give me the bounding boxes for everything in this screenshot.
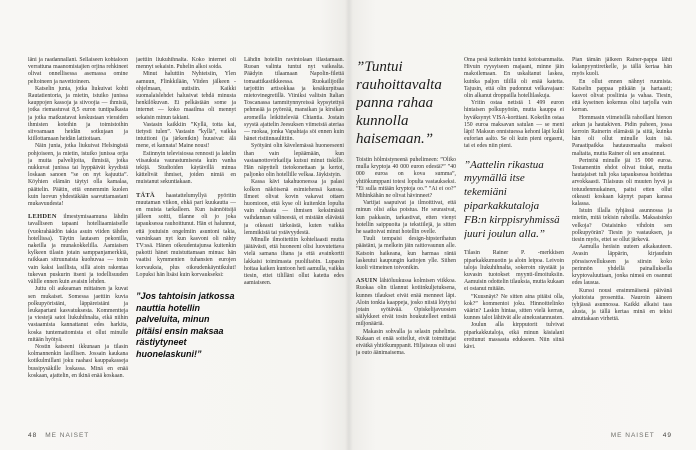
body-paragraph xyxy=(464,322,564,351)
body-paragraph xyxy=(572,288,672,324)
pull-quote-secondary: ”Aattelin rikastua myymällä itse tekemiäni piparkakkutaloja FB:n kirppisryhmissä juuri joulun alla.” xyxy=(464,158,560,240)
paragraph-text: jaettiin liukuhihnalta. Koko internet oli mennyt sekaisin. Puhelin alkoi soida. xyxy=(136,57,236,71)
body-paragraph xyxy=(28,213,128,286)
paragraph-text: Syötyäni olin kävelemässä huoneeseeni ihan vain lepäämään, kun vastaanottovirkailija kutsui minut tiskille. Hän näpytteli tietokonettaan ja kertoi, paljonko olin hotellille velkaa. Jäykistyin. xyxy=(244,143,344,179)
paragraph-text: Vastasin kaikkiin ”Kyllä, totta kai, tietysti tulen”. Vastasin ”kyllä”, vaikka intuitioni (ja järkenikin) huusivat: älä mene, ei kannata! Maine nousi! xyxy=(136,121,236,150)
paragraph-text: Esiinnyin televisiossa rennosti ja latelin viisauksia vaurastumisesta kuin vanha tekijä. Studioiden käytävillä minua kättelivät ihmiset, joiden nimiä en muistanut sekuntiakaan. xyxy=(136,150,236,186)
paragraph-text: Nostin katseeni ikkunaan ja tilasin kolmannenkin lasillisen. Jossain kaukana kotikulmillani joku raahasi kauppakasseja bussipysäkille loskassa. Minä en enää koskaan, ajattelin, en ikinä enää koskaan. xyxy=(28,343,128,379)
text-column-6 xyxy=(572,57,672,429)
paragraph-text: Pian tämän jälkeen Rainer-pappa lähti kalanpyyntiretkelle, ja tällä kertaa hän myös kuoli. xyxy=(572,57,672,78)
body-paragraph xyxy=(572,115,672,158)
paragraph-text: Makasin sohvalla ja selasin puhelinta. Kukaan ei enää soitellut, eivät toimittajat eivätkä yhtiökumppanit. Hiljaisuus oli uusi ja outo äänimaisema. xyxy=(356,328,456,357)
paragraph-text: Katselin junia, jotka liukuivat kohti Rautatientoria, ja mietin, istuiko junissa kauppojen kassoja ja siivoojia — ihmisiä, jotka riemastuvat 8,5 euron tuntipalkasta ja jotka matkustavat keskustaan vieraiden ihmisten koteihin ja toimistoihin siivoamaan heidän sotkujaan ja kiillottamaan heidän lattioitaan. xyxy=(28,85,128,143)
paragraph-text: lähiöluukussa kolmisen viikkoa. Ruokaa olin tilannut kotiinkuljetuksena, kunnes tilaukset eivät enää menneet läpi. Aloin tonkia kaappeja, josko niistä löytyisi jotain syötävää. Opiskelijavuosien säilykkeet eivät tosin houkutelleet entistä miljonääriä. xyxy=(356,278,456,328)
body-paragraph xyxy=(572,57,672,79)
paragraph-text: Vartijat saapuivat ja ilmoittivat, että minun olisi aika poistua. He seurasivat, kun pakkasin, tarkastivat, etten vienyt hotellin saippuoita ja tekstiilejä, ja sitten he saattoivat minut hotellin ovelle. xyxy=(356,200,456,236)
paragraph-text: Hommasin viimeisillä rahoillani hienon arkun ja hautakiven. Pidin puheen, jossa kerroin Rainerin elämästä ja siitä, kuinka hän oli ollut minulle kuin isä. Paraatipaikka hautausmaalta maksoi maltaita, mutta Rainer oli sen ansainnut. xyxy=(572,114,672,157)
body-paragraph xyxy=(244,57,344,143)
body-paragraph xyxy=(572,79,672,115)
magazine-brand-right: ME NAISET xyxy=(610,432,655,439)
paragraph-text: Minulle ilmoitettiin kohteliaasti mutta jäätävästi, että huoneeni olisi luovutettava vielä samana iltana ja että avainkortti lakkaisi toimimasta puoliltaöin. Lupasin hoitaa kaiken kuntoon heti aamulla, vaikka tiesin, ettei tililläni ollut katetta edes aamiaiseen. xyxy=(244,237,344,287)
page-gutter xyxy=(345,0,353,450)
body-paragraph xyxy=(464,294,564,323)
paragraph-text: Lähdin hotellin ravintolaan illastamaan. Ruoan valinta tuntui nyt vaikealta. Päädyin tilaamaan Napolin-filettä tomaattikastikkeessa. Ruokailijoille tarjottiin artisokkaa ja kesäkurpitsaa mietovinegretillä. Viiniksi valitsin Italian Toscanassa tammitynnyreissä kypsytettyä pehmeää ja pyöreää, mansikan ja kirsikan aromeilla leikittelevää Chiantia. Jostain syystä ajattelin Jeesuksen viimeistä ateriaa — ruokaa, jonka Vapahtaja söi ennen kuin hänet ristiinnaulittiin. xyxy=(244,57,344,143)
body-paragraph xyxy=(356,329,456,358)
body-paragraph xyxy=(28,57,128,86)
paragraph-text: Joulun alla kirpputorit tulvivat piparkakkutaloja, eikä minun käsialani erottunut massasta edukseen. Niin siinä kävi. xyxy=(464,322,564,351)
body-paragraph xyxy=(464,250,564,293)
paragraph-text: Kassa kävi takahuoneessa ja palasi kolkon näköisenä esimiehensä kanssa. Ilmeet olivat kovin vakavat ottaen huomioon, että kyse oli kuitenkin lopulta vain rahasta — ihmisen keksimästä vaihdannan välineestä, ei mistään elävästä ja oikeasti tärkeästä, kuten vaikka lemmikistä tai ystävyydestä. xyxy=(244,179,344,236)
paragraph-text: Oma pesä kuitenkin tuntui kotoisammalta. Hivuin ryysyiseen majaani, minne jäin makoilemaan. En uskaltanut laskea, kuinka paljon tilillä oli enää katetta. Tajusin, että olin pudonnut velkavajaan: olin alkanut droppailla hotellilaskuja. xyxy=(464,57,564,100)
body-paragraph xyxy=(356,277,456,328)
body-paragraph xyxy=(356,200,456,236)
body-paragraph xyxy=(244,143,344,179)
bold-quote: ”Jos tahtoisin jatkossa nauttia hotellin palveluita, minun pitäisi ensin maksaa rästiytyneet huonelaskuni!” xyxy=(136,291,235,360)
paragraph-text: ilmestymisaamuna lähdin tavalliseen tapaani hotelliaamiaiselle (vuokrahäädön takia asuin viiden tähden hotellissa). Täytin lautasen pekonilla, nakeilla ja munakokkelilla. Aamiaisen kylkeen tilasin jotain samppanjamerkkiä, raikkaan sitruunaista kuohuvaa — tosin vain kaksi lasillista, sillä aioin rakentaa tukevan puskurin itseni ja todellisuuden välille ennen kuin avaisin lehden. xyxy=(28,214,128,286)
text-column-5 xyxy=(464,57,564,429)
magazine-brand-left: ME NAISET xyxy=(45,432,90,439)
paragraph-text: Kurssi nousi ensimmäisenä päivänä yksitoista prosenttia. Nauroin ääneen tyhjässä asunnossa. Kaikki alkaisi taas alusta, ja tällä kertaa minä en tekisi ainuttakaan virhettä. xyxy=(572,287,672,323)
body-paragraph xyxy=(464,100,564,150)
page-number-left: 48 xyxy=(28,432,38,439)
body-paragraph xyxy=(136,57,236,71)
paragraph-text: Juttu oli aukeaman mittainen ja kuvat sen mukaiset. Somessa jaettiin kuvia polkupyöristäni, läppäreistäni ja leukapartani kasvatuksesta. Kommentteja ja viestejä satoi liukuhihnalta, eikä niihin vastaamista kannattanut edes harkita, koska tuntemattomista ei ollut minulle mitään hyötyä. xyxy=(28,286,128,343)
paragraph-text: Toistin hölmistyneenä puhelimeen: ”Oliko mulla kryptoja 40 000 euron edestä?” ”40 000 euroa on kova summa”, yhtiökumppani totesi lopulta vastaukseksi. ”Ei sulla mitään kryptoja oo.” ”Ai ei oo?” Mihinkähän ne olivat hävinneet? xyxy=(356,157,456,200)
text-column-1 xyxy=(28,57,128,429)
body-paragraph xyxy=(28,344,128,380)
paragraph-lead: LEHDEN xyxy=(28,213,57,221)
body-paragraph xyxy=(244,237,344,287)
paragraph-text: Aamulla heräsin uuteen aikakauteen. Avasin läppärin, kirjauduin pörssisovellukseen ja siirsin koko perinnön yhdellä painalluksella kryptovaluuttaan, jonka nimeä en osannut edes lausua. xyxy=(572,244,672,287)
paragraph-text: Istuin illalla tyhjässä asunnossa ja mietin, mitä tekisin rahoilla. Maksaisinko velkoja? Ostaisinko vihdoin sen polkupyörän? Tiesin jo vastauksen, ja tiesin myös, ettei se ollut järkevä. xyxy=(572,208,672,244)
body-paragraph xyxy=(464,57,564,100)
pull-quote-primary: ”Tuntui rauhoittavalta panna rahaa kunnolla haisemaan.” xyxy=(356,59,442,147)
paragraph-text: Perintöä minulle jäi 15 000 euroa. Testamentin ehdot olivat tiukat, mutta hautajaiset tuli joka tapauksessa hoidettua arvokkaasti. Tilaisuus oli muuten hyvä ja totuudenmukainen, paitsi etten ollut oikeasti koskaan käynyt papan kanssa kalassa. xyxy=(572,157,672,208)
body-paragraph xyxy=(356,157,456,200)
body-paragraph xyxy=(356,236,456,272)
page-number-right: 49 xyxy=(662,432,672,439)
body-paragraph xyxy=(136,71,236,121)
text-column-2 xyxy=(136,57,236,429)
footer-left xyxy=(28,432,89,439)
paragraph-text: En ollut ennen nähnyt ruumista. Katselin pappaa pitkään ja hartaasti; kasvot olivat posliinia ja vahaa. Tiesin, että kyseinen kokemus olisi tarjolla vain kerran. xyxy=(572,78,672,114)
body-paragraph xyxy=(572,208,672,244)
paragraph-text: Tuuli tempaisi design-hipsterihatun päästäni, ja melkein jäin raitiovaunun alle. Katsoin haikeana, kun harmaa räntä laskeutui kaupungin kattojen ylle. Siihen kuoli viimeinen toivonikin. xyxy=(356,236,456,272)
body-paragraph xyxy=(28,143,128,208)
body-paragraph xyxy=(572,244,672,287)
body-paragraph xyxy=(28,286,128,344)
body-paragraph xyxy=(136,122,236,151)
text-column-4 xyxy=(356,57,456,429)
paragraph-text: Yritin ostaa netistä 1 499 euron hintaisen polkupyörän, mutta kauppa ei hyväksynyt VISA-korttiani. Kokeilin ostaa 150 euroa maksavan satulan — se meni läpi! Maksun onnistuessa kehoni läpi kulki euforian aalto. Se oli kuin pieni orgasmi, tai ei edes niin pieni. xyxy=(464,100,564,150)
paragraph-text: ”Kuusnäyt? Ne sitten aina pitäisi olla, kok?” kommentoi joku. Hinnoittelinko väärin? Laskin hintaa, sitten vielä kerran, kunnes talot lähtivät alle ainekustannusten. xyxy=(464,293,564,322)
paragraph-text: Näin junia, jotka liukuivat Helsingistä pohjoiseen, ja mietin, istuiko junissa orjia ja muita palvelijoita, ihmisiä, jotka nukkuvat junissa tai hyppäävät kyydistä loskaan sanoen ”se on nyt kajuutta”. Köyhien elämän täytyi olla kamalaa, päättelin. Päätin, että ennemmin kuolen kuin luovun yhdestäkään saavuttamastani mukavuudesta! xyxy=(28,143,128,208)
body-paragraph xyxy=(136,192,236,279)
paragraph-lead: TÄTÄ xyxy=(136,191,155,199)
text-column-3 xyxy=(244,57,344,429)
paragraph-text: läni ja raadannallani. Sellaiseen kohtaloon verrattuna maanomistajien orjina rehkineet olivat onnellisessa asemassa omine peltoineen ja navettoineen. xyxy=(28,57,128,85)
paragraph-text: haastattelumyllyä pyöritin muutaman viikon, ehkä pari kuukautta — en muista tarkalleen. Kun isännöitsijä jälleen soitti, tilanne oli jo joka tapauksessa rauhoittunut. Hän ei halunnut, että joutuisin ongelmiin asuntoni takia, varsinkaan nyt kun kasvoni oli nähty TV:ssä. Hänen oikeudentajunsa kuitenkin pakotti hänet muistuttamaan minua: hän vaatisi kymmenien tuhansien eurojen korvauksia, plus oikeudenkäyntikulut! Lopuksi hän lisäsi kuin korvaukseksi: xyxy=(136,192,236,278)
footer-right xyxy=(611,432,672,439)
body-paragraph xyxy=(136,151,236,187)
body-paragraph xyxy=(28,86,128,144)
paragraph-lead: ASUIN xyxy=(356,277,378,285)
paragraph-text: Minut haluttiin Nyhteisiin, Ylen aamuun, Flinkkilään, Viiden jälkeen -ohjelmaan, uutisiin. Kaikki suomalaislehdet halusivat tehdä minusta henkilökuvan. Ei pelkästään some ja internet — koko maailma oli mennyt sekaisin minun takiani. xyxy=(136,71,236,121)
paragraph-text: Tilasin Rainer P. -merkkisen piparkakkumuotin ja aloin leipoa. Leivoin taloja liukuhihnalta, sokeroin räystäät ja kuvasin tuotokset myynti-ilmoituksiin. Aamuisin odottelin tilauksia, mutta kukaan ei ostanut mitään. xyxy=(464,250,564,293)
body-paragraph xyxy=(244,179,344,237)
body-paragraph xyxy=(572,158,672,208)
